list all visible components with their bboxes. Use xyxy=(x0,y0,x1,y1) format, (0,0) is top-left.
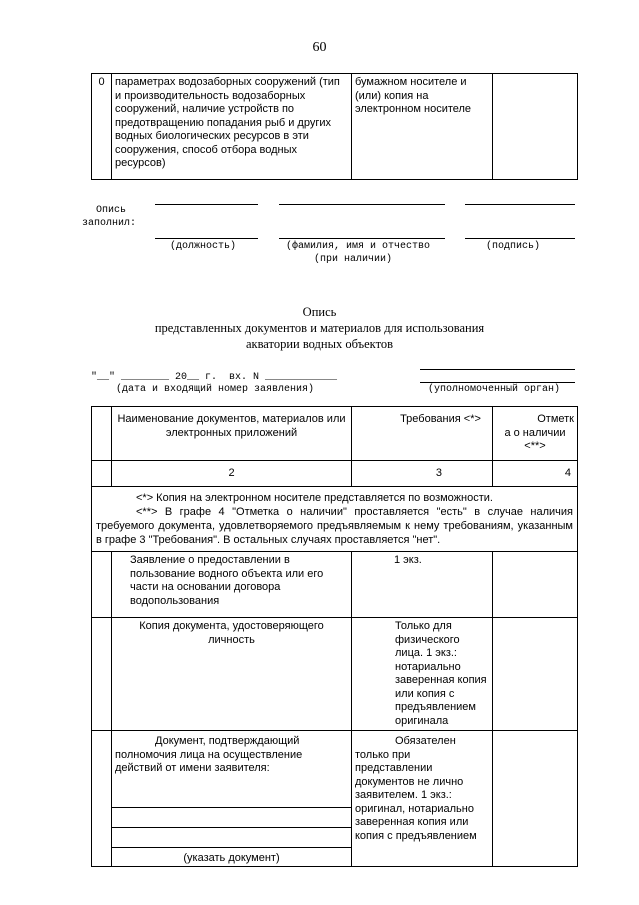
page-number: 60 xyxy=(312,40,327,55)
position-line xyxy=(155,238,258,239)
note-line-1: <*> Копия на электронном носителе представляется по возможности. xyxy=(136,492,493,504)
row3-sub-caption: (указать документ) xyxy=(112,847,351,866)
date-field: "__" ________ 20__ г. вх. N ____________ xyxy=(91,372,338,383)
signature-line xyxy=(465,238,575,239)
header-row xyxy=(92,407,578,461)
header-col3-b: а о наличии xyxy=(504,426,566,439)
row3-requirement xyxy=(352,731,493,867)
header-col3-c: <**> xyxy=(524,440,546,452)
note-row xyxy=(92,487,578,552)
continued-table xyxy=(91,73,578,180)
signature-label-line1: Опись xyxy=(96,205,127,216)
row-description: параметрах водозаборных сооружений (тип и производительность водозаборных сооружений, наличие устройств по предотвращению попадания рыб и других водных биологических ресурсов в эти сооружения, способ отбора водных ресурсов) xyxy=(112,74,352,180)
numbers-col1: 2 xyxy=(112,461,352,487)
note-cell xyxy=(92,487,578,552)
table-row xyxy=(92,552,578,618)
position-line-top xyxy=(155,204,258,205)
row2-mark xyxy=(493,618,578,731)
numbers-col2: 3 xyxy=(352,461,493,487)
row3-sub-line-2 xyxy=(112,827,351,847)
inventory-title-1: Опись xyxy=(302,305,337,319)
documents-table xyxy=(91,406,578,867)
row3-sub-line-1 xyxy=(112,807,351,827)
row3-col0 xyxy=(92,731,112,867)
numbers-col0 xyxy=(92,461,112,487)
inventory-title-3: акватории водных объектов xyxy=(245,337,394,351)
signature-label-line2: заполнил: xyxy=(82,218,137,229)
row2-name: Копия документа, удостоверяющего личность xyxy=(112,618,352,731)
row1-name: Заявление о предоставлении в пользование водного объекта или его части на основании договора водопользования xyxy=(112,552,352,618)
row2-col0 xyxy=(92,618,112,731)
row-requirement: бумажном носителе и (или) копия на электронном носителе xyxy=(352,74,493,180)
numbers-row xyxy=(92,461,578,487)
numbers-col3: 4 xyxy=(493,461,578,487)
header-col3 xyxy=(493,407,578,461)
row1-col0 xyxy=(92,552,112,618)
row2-requirement-text: Только для физического лица. 1 экз.: нотариально заверенная копия или копия с предъявлением оригинала xyxy=(395,620,487,727)
row-number: 0 xyxy=(92,74,112,180)
name-caption-2: (при наличии) xyxy=(314,254,393,265)
signature-line-top xyxy=(465,204,575,205)
row3-name-cell xyxy=(112,731,352,867)
signature-caption: (подпись) xyxy=(486,241,541,252)
inventory-title-2: представленных документов и материалов для использования xyxy=(154,321,485,335)
row3-requirement-text: Обязателен только при представлении документов не лично заявителем. 1 экз.: оригинал, нотариально заверенная копия или копия с предъявлением xyxy=(355,735,477,842)
position-caption: (должность) xyxy=(170,241,237,252)
header-col0 xyxy=(92,407,112,461)
table-row xyxy=(92,618,578,731)
row3-name: Документ, подтверждающий полномочия лица на осуществление действий от имени заявителя: xyxy=(115,735,303,774)
note-line-2: <**> В графе 4 "Отметка о наличии" проставляется "есть" в случае наличия требуемого документа, удовлетворяемого предъявляемым к нему требованиям, указанным в графе 3 "Требования". В остальных случаях проставляется "нет". xyxy=(96,506,573,546)
table-row xyxy=(92,731,578,867)
row1-mark xyxy=(493,552,578,618)
name-caption: (фамилия, имя и отчество xyxy=(286,241,431,252)
row1-requirement: 1 экз. xyxy=(352,552,493,618)
authority-line xyxy=(420,382,575,383)
authority-line-top xyxy=(420,369,575,370)
row-mark xyxy=(493,74,578,180)
name-line xyxy=(279,238,445,239)
row3-mark xyxy=(493,731,578,867)
header-col1: Наименование документов, материалов или электронных приложений xyxy=(112,407,352,461)
date-caption: (дата и входящий номер заявления) xyxy=(116,384,315,395)
header-col2: Требования <*> xyxy=(352,407,493,461)
table-row xyxy=(92,74,578,180)
authority-caption: (уполномоченный орган) xyxy=(428,384,561,395)
header-col3-a: Отметк xyxy=(537,413,574,425)
row2-requirement xyxy=(352,618,493,731)
name-line-top xyxy=(279,204,445,205)
